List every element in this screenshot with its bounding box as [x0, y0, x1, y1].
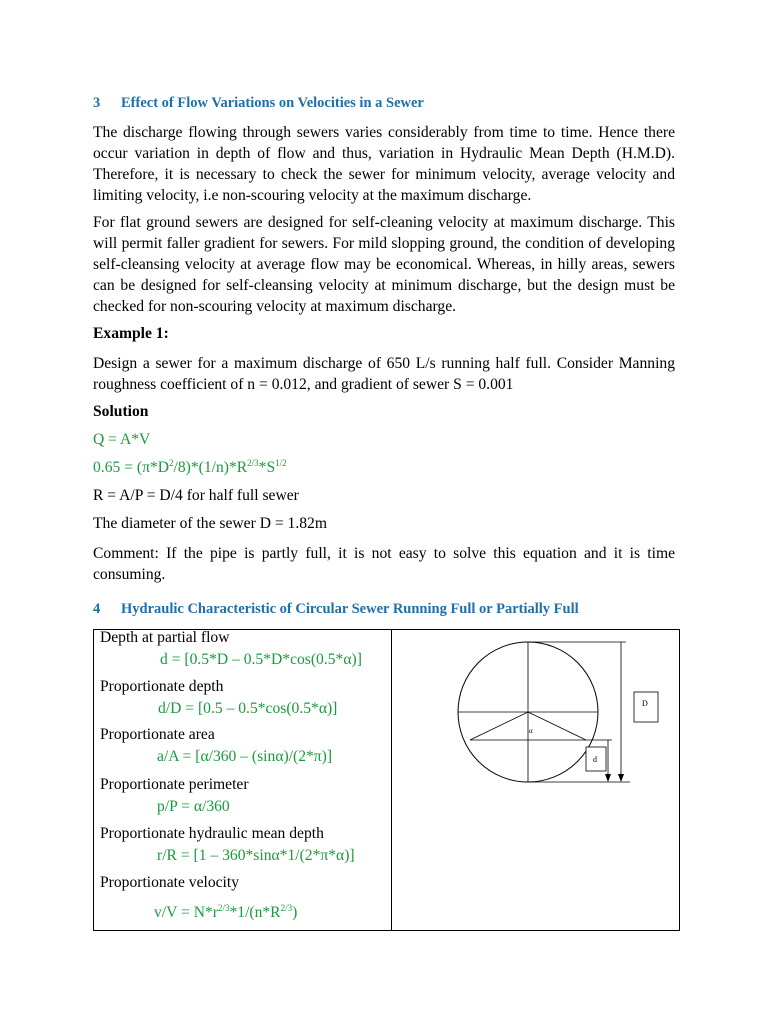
diameter-result: The diameter of the sewer D = 1.82m: [93, 515, 327, 532]
solution-title: Solution: [93, 403, 149, 420]
row-eq-prop-perimeter: p/P = α/360: [157, 798, 230, 815]
row-label-prop-velocity: Proportionate velocity: [100, 874, 240, 891]
row-eq-prop-depth: d/D = [0.5 – 0.5*cos(0.5*α)]: [158, 700, 338, 717]
row-eq-prop-area: a/A = [α/360 – (sinα)/(2*π)]: [157, 748, 333, 765]
row-eq-prop-velocity: $v/V = N*r^{2/3}*1/(n*R^{2/3})$: [154, 903, 298, 921]
depth-arrow-head: [605, 774, 611, 782]
example-text: Design a sewer for a maximum discharge of 650 L/s running half full. Consider Manning roughness coefficient of n = 0.012, and gradient of sewer S = 0.001: [93, 355, 675, 393]
section-4-heading: [93, 601, 579, 618]
row-label-prop-hmd: Proportionate hydraulic mean depth: [100, 825, 324, 842]
example-title: Example 1:: [93, 325, 169, 342]
depth-label: d: [593, 755, 597, 764]
section-4-number: 4: [93, 601, 101, 617]
equation-q: Q = A*V: [93, 431, 151, 448]
equation-manning: $0.65 = (\pi*D^2/8)*(1/n)*R^{2/3}*S^{1/2}$: [93, 458, 287, 476]
row-label-prop-perimeter: Proportionate perimeter: [100, 776, 249, 793]
paragraph-2: For flat ground sewers are designed for self-cleaning velocity at maximum discharge. This will permit faller gradient for sewers. For mild slopping ground, the condition of developing self-cleansing velocity at average flow may be economical. Whereas, in hilly areas, sewers can be designed for self-cleansing velocity at minimum discharge, but the design must be checked for non-scouring velocity at maximum discharge.: [93, 214, 675, 315]
diameter-arrow-head: [618, 774, 624, 782]
row-eq-prop-hmd: r/R = [1 – 360*sinα*1/(2*π*α)]: [157, 847, 355, 864]
circular-sewer-diagram: [392, 629, 682, 789]
comment-text: Comment: If the pipe is partly full, it is not easy to solve this equation and it is time consuming.: [93, 545, 675, 583]
section-3-heading: [93, 95, 424, 112]
hydraulic-radius-line: R = A/P = D/4 for half full sewer: [93, 487, 299, 504]
diameter-label: D: [642, 699, 648, 708]
paragraph-1: The discharge flowing through sewers varies considerably from time to time. Hence there occur variation in depth of flow and thus, variation in Hydraulic Mean Depth (H.M.D). Therefore, it is necessary to check the sewer for minimum velocity, average velocity and limiting velocity, i.e non-scouring velocity at the maximum discharge.: [93, 124, 675, 204]
section-3-number: 3: [93, 95, 101, 111]
row-label-prop-depth: Proportionate depth: [100, 678, 224, 695]
row-label-prop-area: Proportionate area: [100, 726, 215, 743]
radius-left: [470, 712, 528, 740]
row-label-depth: Depth at partial flow: [100, 629, 230, 646]
section-4-title: Hydraulic Characteristic of Circular Sewer Running Full or Partially Full: [121, 601, 579, 617]
row-eq-depth: d = [0.5*D – 0.5*D*cos(0.5*α)]: [160, 651, 362, 668]
section-3-title: Effect of Flow Variations on Velocities in a Sewer: [121, 95, 424, 111]
radius-right: [528, 712, 586, 740]
alpha-label: α: [529, 727, 533, 735]
